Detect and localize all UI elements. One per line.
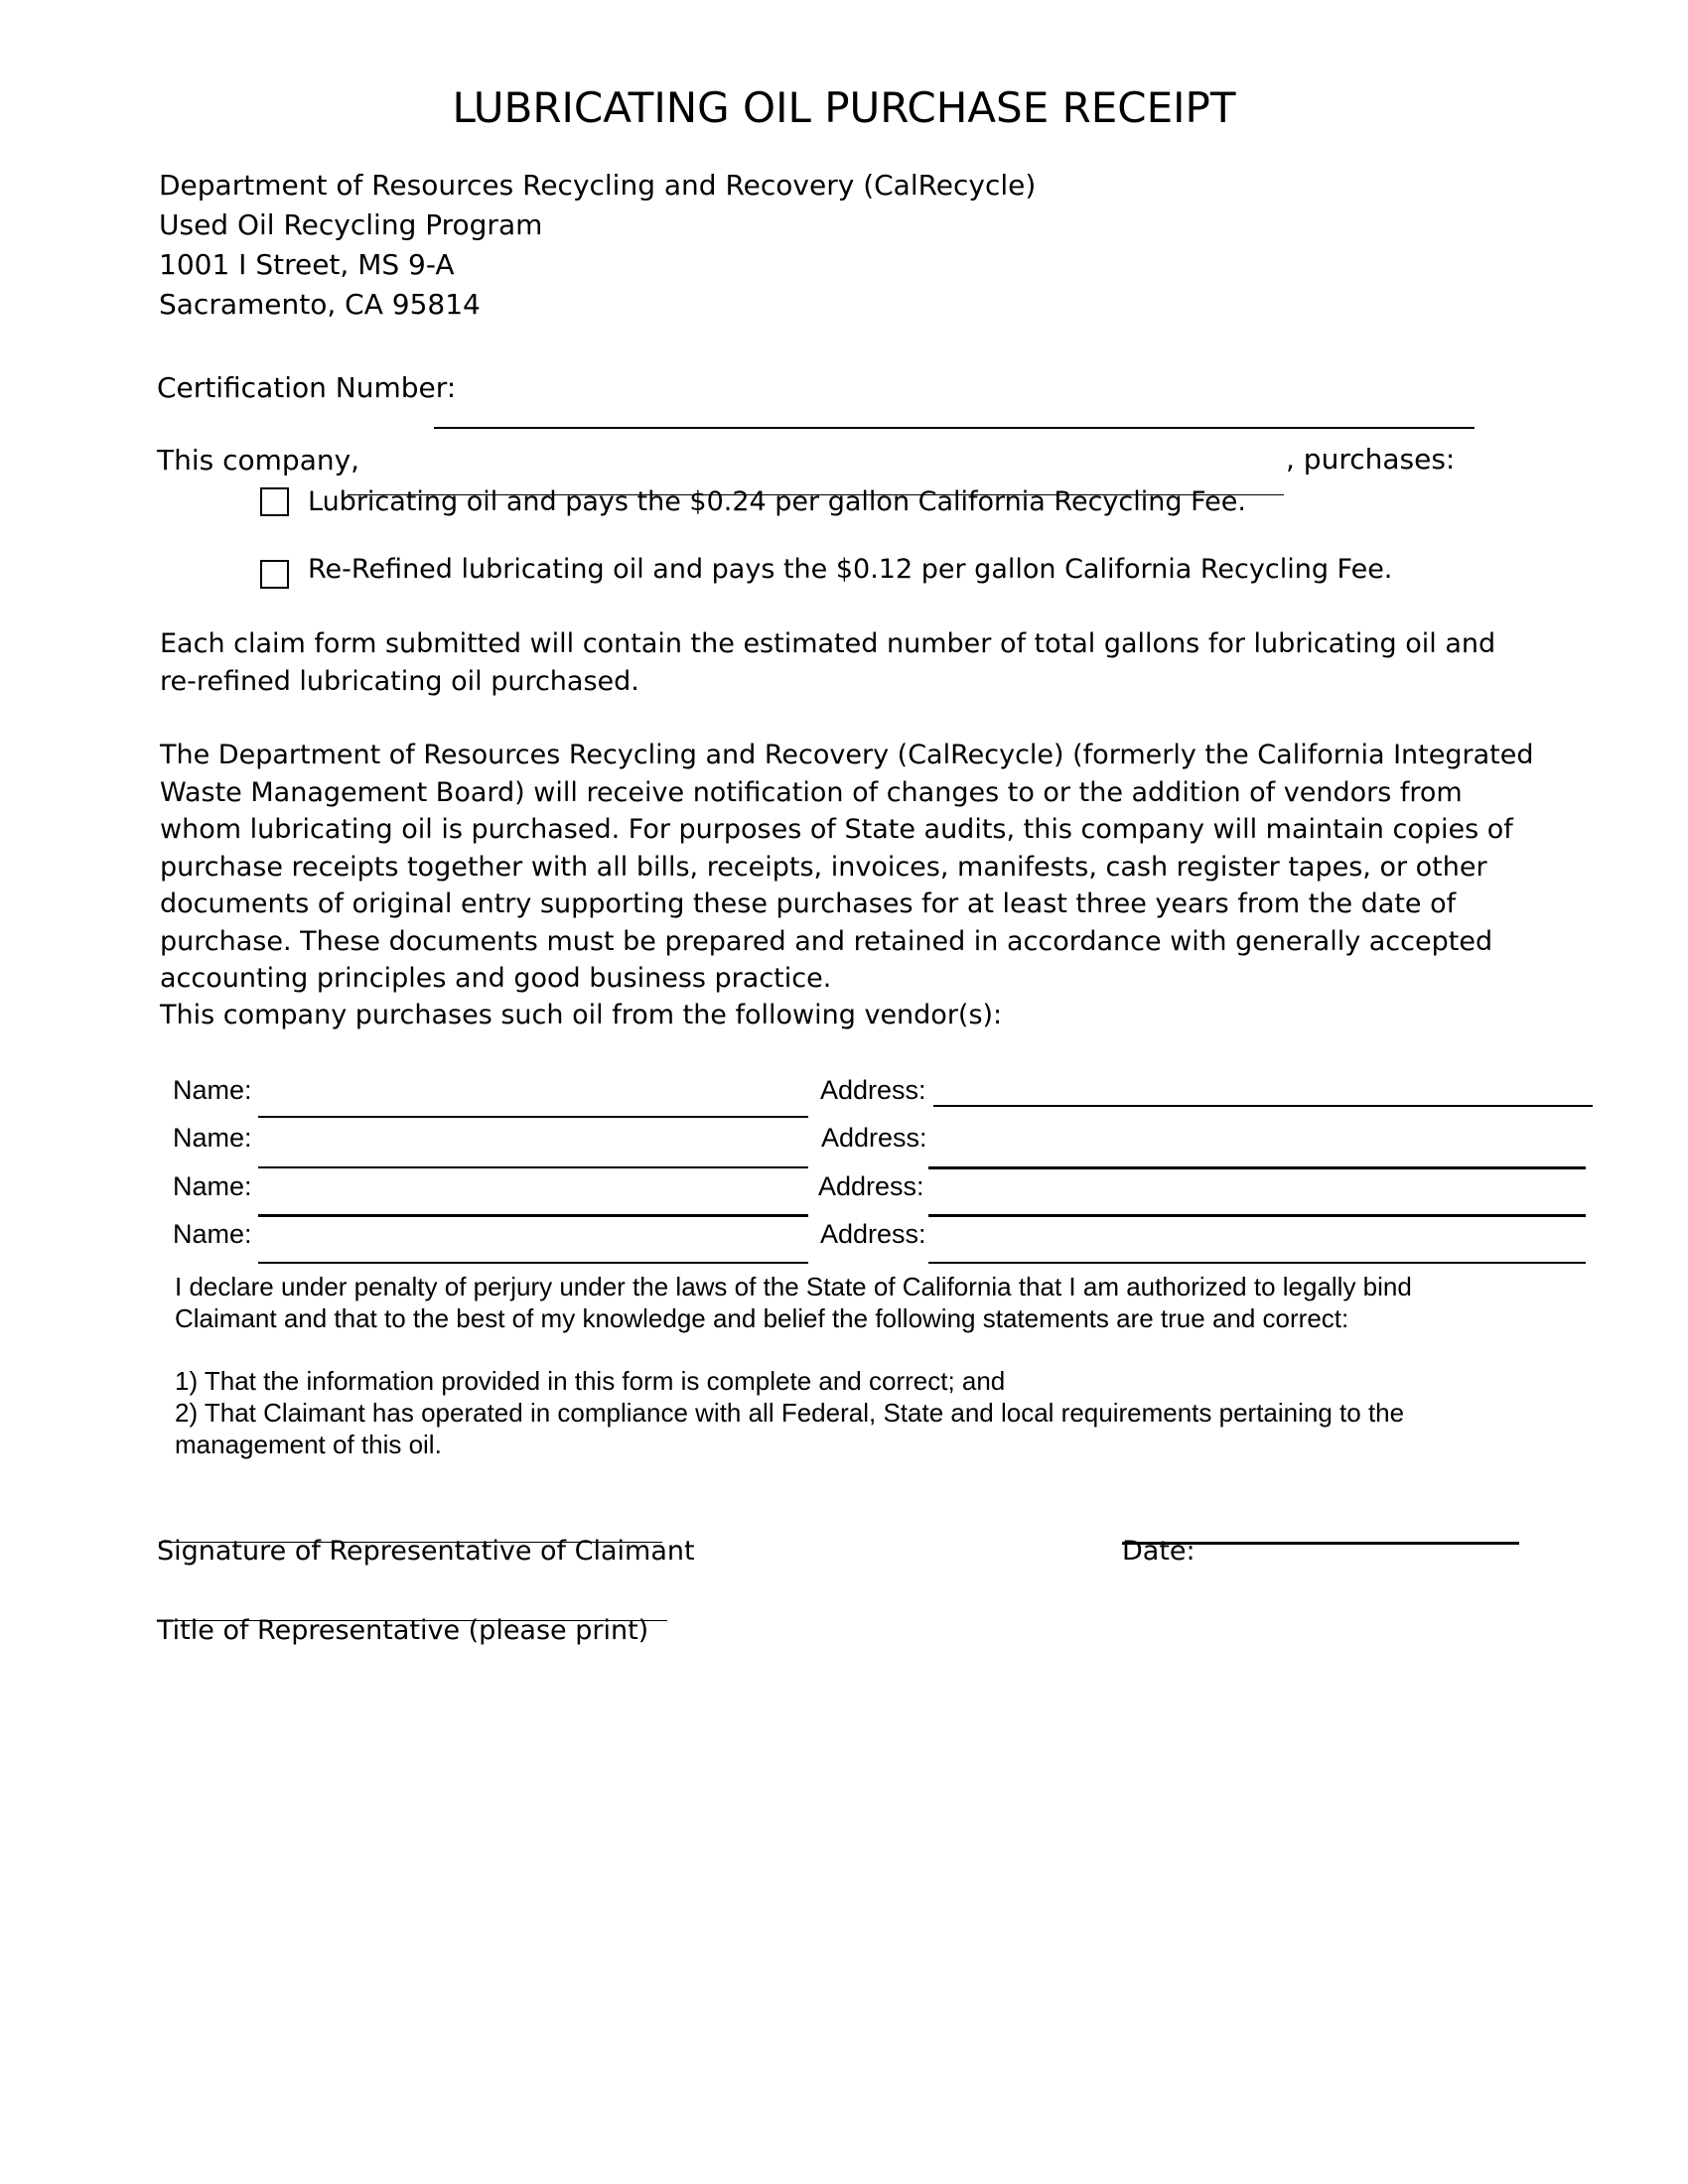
company-label: This company, (157, 444, 360, 477)
date-label: Date: (1122, 1536, 1196, 1567)
re-refined-oil-option-label: Re-Refined lubricating oil and pays the $0.12 per gallon California Recycling Fee. (308, 554, 1393, 585)
vendor-address-field[interactable] (928, 1166, 1586, 1169)
audit-paragraph: The Department of Resources Recycling and Recovery (CalRecycle) (formerly the California Integrated Waste Management Board) will receive notification of changes to or the addition of vendors from whom lubricating oil is purchased. For purposes of State audits, this company will maintain copies of purchase receipts together with all bills, receipts, invoices, manifests, cash register tapes, or other documents of original entry supporting these purchases for at least three years from the date of purchase. These documents must be prepared and retained in accordance with generally accepted accounting principles and good business practice. (160, 740, 1534, 994)
vendor-address-label: Address: (820, 1219, 926, 1249)
vendor-address-label: Address: (820, 1075, 926, 1105)
vendor-name-label: Name: (173, 1171, 252, 1201)
company-purchases-suffix: , purchases: (1286, 443, 1456, 476)
representative-title-label: Title of Representative (please print) (157, 1615, 649, 1646)
agency-name: Department of Resources Recycling and Recovery (CalRecycle) (159, 169, 1037, 202)
lubricating-oil-option-label: Lubricating oil and pays the $0.24 per gallon California Recycling Fee. (308, 486, 1246, 517)
agency-street: 1001 I Street, MS 9-A (159, 248, 455, 281)
vendors-intro: This company purchases such oil from the following vendor(s): (160, 1000, 1003, 1030)
vendor-name-label: Name: (173, 1123, 252, 1153)
declaration-item-2: 2) That Claimant has operated in compliance with all Federal, State and local requirements pertaining to the management of this oil. (175, 1398, 1405, 1459)
agency-program: Used Oil Recycling Program (159, 208, 543, 241)
claim-form-paragraph: Each claim form submitted will contain the estimated number of total gallons for lubricating oil and re-refined lubricating oil purchased. (160, 628, 1496, 697)
declaration-intro: I declare under penalty of perjury under the laws of the State of California that I am authorized to legally bind Claimant and that to the best of my knowledge and belief the following statements are true and correct: (175, 1272, 1412, 1333)
vendor-name-field[interactable] (258, 1262, 808, 1264)
re-refined-oil-checkbox[interactable] (260, 560, 289, 589)
signature-label: Signature of Representative of Claimant (157, 1536, 695, 1567)
vendor-address-field[interactable] (933, 1105, 1593, 1107)
declaration-item-1: 1) That the information provided in this form is complete and correct; and (175, 1366, 1006, 1396)
vendor-name-label: Name: (173, 1075, 252, 1105)
document-title: LUBRICATING OIL PURCHASE RECEIPT (452, 83, 1236, 132)
vendor-name-field[interactable] (258, 1214, 808, 1217)
lubricating-oil-checkbox[interactable] (260, 487, 289, 516)
vendor-name-label: Name: (173, 1219, 252, 1249)
vendor-name-field[interactable] (258, 1166, 808, 1168)
certification-number-field[interactable] (434, 427, 1475, 429)
vendor-address-field[interactable] (928, 1214, 1586, 1217)
agency-city: Sacramento, CA 95814 (159, 288, 481, 321)
certification-number-label: Certification Number: (157, 371, 457, 404)
vendor-address-field[interactable] (928, 1262, 1586, 1264)
vendor-address-label: Address: (821, 1123, 927, 1153)
vendor-name-field[interactable] (258, 1116, 808, 1118)
vendor-address-label: Address: (818, 1171, 924, 1201)
